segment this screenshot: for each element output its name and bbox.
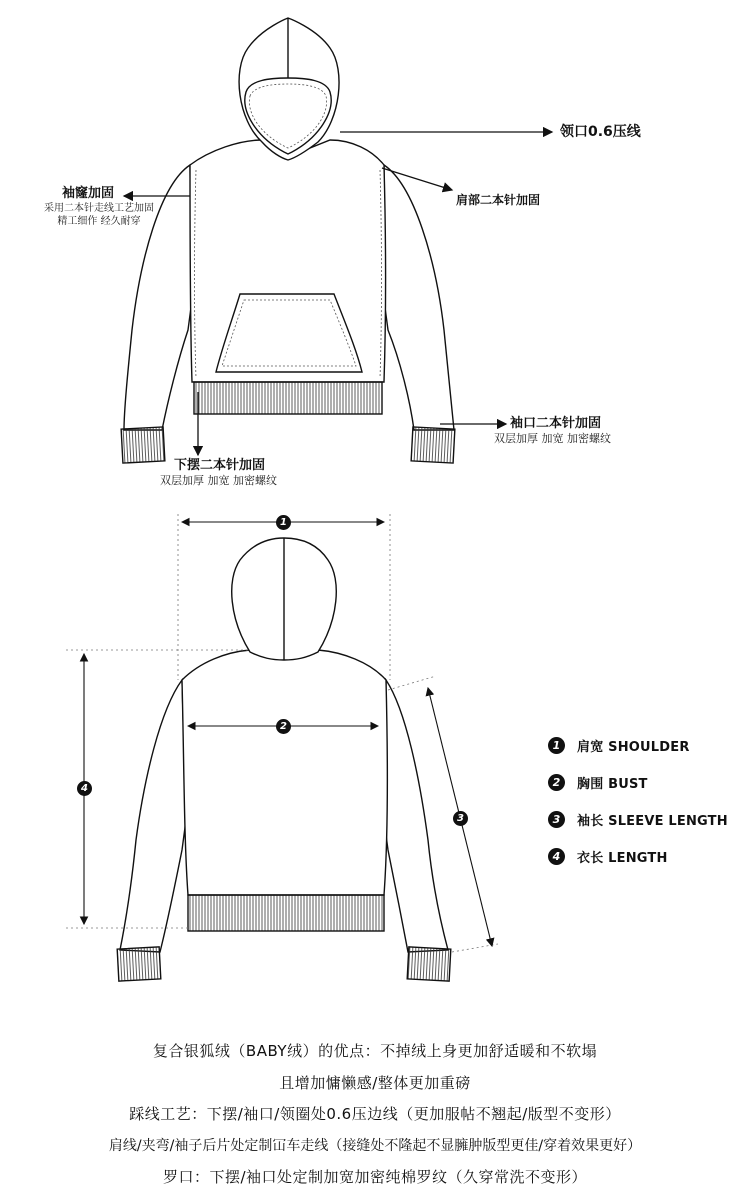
legend-item-length bbox=[548, 838, 728, 875]
measurement-legend bbox=[548, 727, 728, 875]
back-hoodie-drawing bbox=[117, 538, 451, 981]
back-right-cuff bbox=[407, 947, 451, 981]
callout-hem-title: 下摆二本针加固 bbox=[174, 458, 266, 473]
legend-num-2: 2 bbox=[548, 774, 565, 791]
legend-item-bust bbox=[548, 764, 728, 801]
front-hoodie-drawing bbox=[121, 18, 455, 463]
callout-hem-sub: 双层加厚 加宽 加密螺纹 bbox=[160, 474, 277, 487]
back-body bbox=[182, 650, 387, 895]
callout-shoulder-text: 肩部二本针加固 bbox=[456, 193, 541, 207]
front-hem-rib bbox=[194, 382, 382, 414]
measure-badge-sleeve: 3 bbox=[453, 811, 468, 826]
legend-num-4: 4 bbox=[548, 848, 565, 865]
legend-text-shoulder: 肩宽 SHOULDER bbox=[577, 740, 690, 755]
callout-collar bbox=[560, 124, 641, 140]
legend-text-length: 衣长 LENGTH bbox=[577, 851, 668, 866]
callout-collar-text: 领口0.6压线 bbox=[560, 124, 641, 140]
callout-armhole-sub1: 采用二本针走线工艺加固 bbox=[44, 203, 154, 214]
legend-num-3: 3 bbox=[548, 811, 565, 828]
callout-armhole-sub2: 精工细作 经久耐穿 bbox=[57, 216, 141, 227]
callout-cuff-title: 袖口二本针加固 bbox=[510, 416, 602, 431]
callout-hem bbox=[160, 458, 277, 487]
callout-cuff bbox=[494, 416, 611, 445]
callout-armhole bbox=[44, 186, 154, 228]
measure-badge-bust: 2 bbox=[276, 719, 291, 734]
front-right-sleeve bbox=[384, 165, 454, 430]
description-line-3: 踩线工艺：下摆/袖口/领圈处0.6压边线（更加服帖不翘起/版型不变形） bbox=[129, 1105, 621, 1123]
measure-badge-length: 4 bbox=[77, 781, 92, 796]
legend-text-sleeve: 袖长 SLEEVE LENGTH bbox=[577, 814, 728, 829]
callout-armhole-title: 袖窿加固 bbox=[62, 186, 115, 201]
description-line-4: 肩线/夹弯/袖子后片处定制冚车走线（接缝处不隆起不显臃肿版型更佳/穿着效果更好） bbox=[108, 1137, 642, 1154]
legend-item-shoulder bbox=[548, 727, 728, 764]
callout-shoulder bbox=[456, 192, 540, 208]
back-left-sleeve bbox=[120, 680, 186, 952]
product-description bbox=[0, 1036, 750, 1194]
description-line-2: 且增加慵懒感/整体更加重磅 bbox=[279, 1073, 471, 1092]
legend-text-bust: 胸围 BUST bbox=[577, 777, 648, 792]
back-left-cuff bbox=[117, 947, 161, 981]
back-right-sleeve bbox=[384, 680, 448, 952]
front-right-cuff bbox=[411, 427, 455, 463]
description-line-5: 罗口：下摆/袖口处定制加宽加密纯棉罗纹（久穿常洗不变形） bbox=[162, 1168, 588, 1186]
legend-num-1: 1 bbox=[548, 737, 565, 754]
back-hem-rib bbox=[188, 895, 384, 931]
description-line-1: 复合银狐绒（BABY绒）的优点：不掉绒上身更加舒适暖和不软塌 bbox=[152, 1042, 598, 1060]
front-left-cuff bbox=[121, 427, 165, 463]
callout-cuff-sub: 双层加厚 加宽 加密螺纹 bbox=[494, 432, 611, 445]
legend-item-sleeve bbox=[548, 801, 728, 838]
measure-badge-shoulder: 1 bbox=[276, 515, 291, 530]
